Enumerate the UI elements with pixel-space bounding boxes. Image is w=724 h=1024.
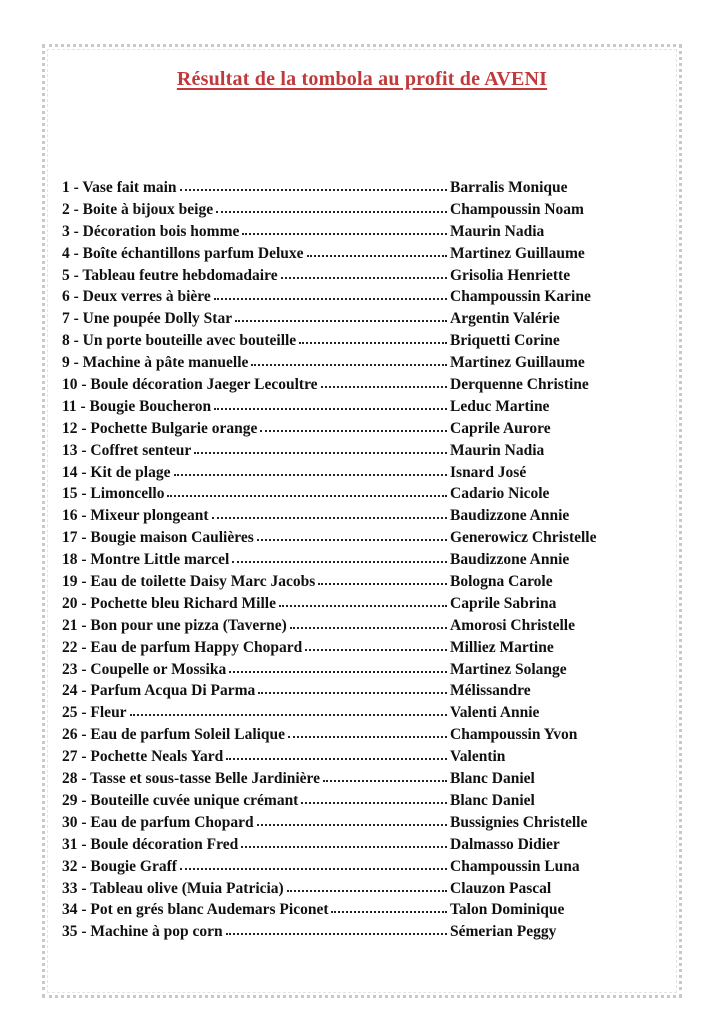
winner-name: Champoussin Luna [450, 857, 580, 875]
winner-name: Cadario Nicole [450, 485, 550, 503]
list-item [62, 682, 622, 704]
winner-name: Valentin [450, 748, 506, 766]
winner-name: Martinez Guillaume [450, 244, 585, 262]
winner-name: Champoussin Yvon [450, 726, 578, 744]
winner-name: Dalmasso Didier [450, 835, 560, 853]
winner-name: Sémerian Peggy [450, 923, 557, 941]
prize-item: 19 - Eau de toilette Daisy Marc Jacobs [62, 573, 316, 591]
winner-name: Clauzon Pascal [450, 879, 552, 897]
prize-item: 3 - Décoration bois homme [62, 222, 240, 240]
dot-leader [255, 530, 447, 542]
list-item [62, 836, 622, 858]
dot-leader [227, 662, 447, 674]
list-item [62, 661, 622, 683]
list-item [62, 485, 622, 507]
list-item [62, 573, 622, 595]
prize-item: 16 - Mixeur plongeant [62, 507, 209, 525]
dot-leader [230, 552, 447, 564]
dot-leader [240, 224, 447, 236]
dot-leader [233, 311, 447, 323]
prize-item: 4 - Boîte échantillons parfum Deluxe [62, 244, 304, 262]
dot-leader [277, 596, 447, 608]
prize-item: 33 - Tableau olive (Muia Patricia) [62, 879, 284, 897]
list-item [62, 267, 622, 289]
winner-name: Leduc Martine [450, 397, 550, 415]
list-item [62, 792, 622, 814]
list-item [62, 332, 622, 354]
list-item [62, 288, 622, 310]
dot-leader [224, 749, 447, 761]
dot-leader [303, 640, 447, 652]
prize-item: 6 - Deux verres à bière [62, 288, 211, 306]
prize-item: 1 - Vase fait main [62, 179, 177, 196]
prize-item: 15 - Limoncello [62, 485, 165, 503]
list-item [62, 398, 622, 420]
list-item [62, 595, 622, 617]
dot-leader [297, 333, 447, 345]
list-item [62, 464, 622, 486]
dot-leader [249, 355, 447, 367]
prize-item: 31 - Boule décoration Fred [62, 835, 239, 853]
dot-leader [321, 771, 447, 783]
dot-leader [165, 486, 447, 498]
winner-name: Barralis Monique [450, 179, 568, 196]
dot-leader [239, 837, 447, 849]
prize-item: 25 - Fleur [62, 704, 127, 722]
dot-leader [329, 902, 447, 914]
winner-name: Baudizzone Annie [450, 507, 570, 525]
prize-item: 26 - Eau de parfum Soleil Lalique [62, 726, 286, 744]
prize-item: 7 - Une poupée Dolly Star [62, 310, 233, 328]
winner-name: Argentin Valérie [450, 310, 560, 328]
list-item [62, 814, 622, 836]
prize-item: 32 - Bougie Graff [62, 857, 177, 875]
dot-leader [172, 465, 448, 477]
list-item [62, 551, 622, 573]
winner-name: Blanc Daniel [450, 791, 535, 809]
prize-item: 11 - Bougie Boucheron [62, 397, 212, 415]
prize-item: 24 - Parfum Acqua Di Parma [62, 682, 256, 700]
winner-name: Caprile Sabrina [450, 594, 557, 612]
winner-name: Valenti Annie [450, 704, 540, 722]
winner-name: Maurin Nadia [450, 222, 545, 240]
dot-leader [256, 683, 447, 695]
winner-name: Derquenne Christine [450, 376, 589, 394]
dot-leader [258, 421, 447, 433]
list-item [62, 354, 622, 376]
dot-leader [178, 859, 447, 871]
dot-leader [299, 793, 447, 805]
prize-item: 21 - Bon pour une pizza (Taverne) [62, 616, 287, 634]
winner-name: Bussignies Christelle [450, 813, 588, 831]
list-item [62, 726, 622, 748]
page-title: Résultat de la tombola au profit de AVENI [176, 68, 548, 90]
prize-item: 23 - Coupelle or Mossika [62, 660, 227, 678]
prize-item: 28 - Tasse et sous-tasse Belle Jardinière [62, 770, 321, 788]
list-item [62, 223, 622, 245]
dot-leader [178, 180, 447, 192]
winner-name: Champoussin Karine [450, 288, 591, 306]
list-item [62, 858, 622, 880]
dot-leader [128, 705, 447, 717]
prize-item: 20 - Pochette bleu Richard Mille [62, 594, 276, 612]
list-item [62, 245, 622, 267]
dot-leader [319, 377, 447, 389]
winner-name: Mélissandre [450, 682, 531, 700]
prize-item: 35 - Machine à pop corn [62, 923, 223, 941]
winner-name: Martinez Guillaume [450, 354, 585, 372]
list-item [62, 770, 622, 792]
dot-leader [285, 881, 447, 893]
dot-leader [279, 268, 447, 280]
list-item [62, 529, 622, 551]
list-item [62, 748, 622, 770]
list-item [62, 704, 622, 726]
dot-leader [214, 202, 447, 214]
prize-item: 2 - Boite à bijoux beige [62, 200, 214, 218]
prize-item: 10 - Boule décoration Jaeger Lecoultre [62, 376, 318, 394]
winner-name: Caprile Aurore [450, 419, 551, 437]
prize-item: 27 - Pochette Neals Yard [62, 748, 224, 766]
dot-leader [210, 508, 447, 520]
prize-item: 17 - Bougie maison Caulières [62, 529, 254, 547]
winner-name: Baudizzone Annie [450, 551, 570, 569]
list-item [62, 923, 622, 945]
dot-leader [305, 246, 447, 258]
winner-name: Blanc Daniel [450, 770, 535, 788]
winner-name: Talon Dominique [450, 901, 565, 919]
list-item [62, 179, 622, 201]
winner-name: Martinez Solange [450, 660, 567, 678]
dot-leader [212, 289, 447, 301]
winner-name: Champoussin Noam [450, 200, 584, 218]
list-item [62, 376, 622, 398]
list-item [62, 201, 622, 223]
list-item [62, 639, 622, 661]
winner-name: Maurin Nadia [450, 441, 545, 459]
dot-leader [212, 399, 447, 411]
dot-leader [286, 727, 447, 739]
list-item [62, 420, 622, 442]
list-item [62, 507, 622, 529]
winner-name: Isnard José [450, 463, 527, 481]
prize-item: 18 - Montre Little marcel [62, 551, 230, 569]
dot-leader [316, 574, 447, 586]
prize-item: 34 - Pot en grés blanc Audemars Piconet [62, 901, 329, 919]
prize-item: 12 - Pochette Bulgarie orange [62, 419, 258, 437]
prize-item: 13 - Coffret senteur [62, 441, 192, 459]
list-item [62, 442, 622, 464]
winner-name: Milliez Martine [450, 638, 554, 656]
prize-item: 8 - Un porte bouteille avec bouteille [62, 332, 297, 350]
prize-item: 9 - Machine à pâte manuelle [62, 354, 249, 372]
list-item [62, 880, 622, 902]
prize-item: 5 - Tableau feutre hebdomadaire [62, 266, 278, 284]
list-item [62, 310, 622, 332]
results-list [62, 179, 622, 945]
winner-name: Briquetti Corine [450, 332, 560, 350]
list-item [62, 901, 622, 923]
dot-leader [288, 618, 447, 630]
winner-name: Grisolia Henriette [450, 266, 571, 284]
prize-item: 29 - Bouteille cuvée unique crémant [62, 791, 299, 809]
winner-name: Generowicz Christelle [450, 529, 597, 547]
dot-leader [255, 815, 447, 827]
winner-name: Bologna Carole [450, 573, 553, 591]
prize-item: 14 - Kit de plage [62, 463, 171, 481]
prize-item: 30 - Eau de parfum Chopard [62, 813, 254, 831]
winner-name: Amorosi Christelle [450, 616, 575, 634]
prize-item: 22 - Eau de parfum Happy Chopard [62, 638, 303, 656]
dot-leader [192, 443, 447, 455]
dot-leader [224, 924, 447, 936]
list-item [62, 617, 622, 639]
